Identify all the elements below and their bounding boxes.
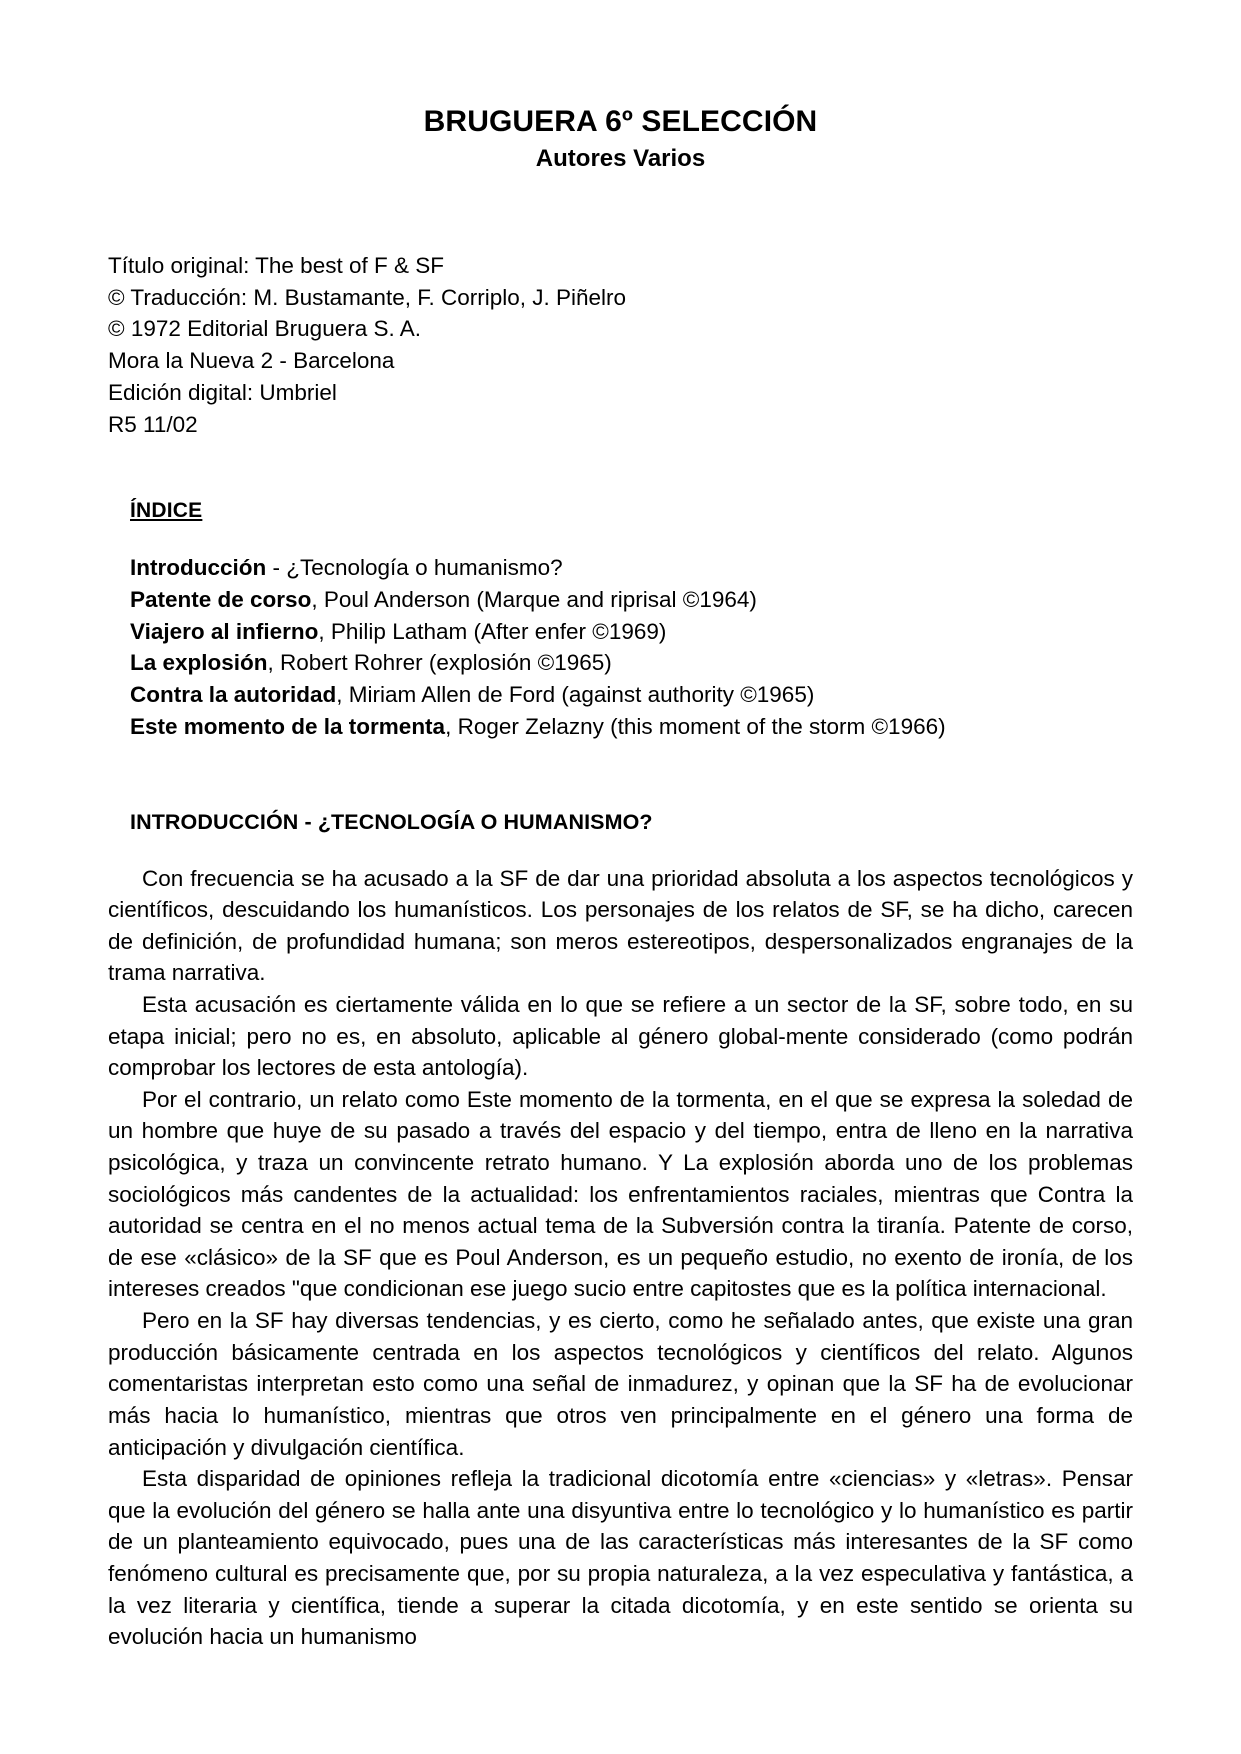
colophon-line: © 1972 Editorial Bruguera S. A. — [108, 316, 422, 342]
colophon-line: Título original: The best of F & SF — [108, 252, 444, 278]
paragraph: Con frecuencia se ha acusado a la SF de dar una prioridad absoluta a los aspectos tecnológicos y científicos, descuidando los humanísticos. Los personajes de los relatos de SF, se ha dicho, carecen de definición, de profundidad humana; son meros estereotipos, despersonalizados engranajes de la trama narrativa. — [108, 865, 1133, 986]
index-entry[interactable] — [130, 616, 1133, 648]
index-entry-title: Viajero al infierno — [130, 618, 319, 644]
index-entry-title: Este momento de la tormenta — [130, 713, 446, 739]
index-entry-title: Patente de corso — [130, 586, 312, 612]
colophon-line: Edición digital: Umbriel — [108, 380, 337, 406]
paragraph: Esta acusación es ciertamente válida en lo que se refiere a un sector de la SF, sobre todo, en su etapa inicial; pero no es, en absoluto, aplicable al género global-mente considerado (como podrán comprobar los lectores de esta antología). — [108, 991, 1133, 1081]
index-entry[interactable] — [130, 711, 1133, 743]
index-entry[interactable] — [130, 552, 1133, 584]
index-entry-detail: , Roger Zelazny (this moment of the storm ©1966) — [445, 713, 946, 739]
index-entry-title: Introducción — [130, 555, 267, 581]
colophon-line: Mora la Nueva 2 - Barcelona — [108, 348, 395, 374]
index-entry-title: La explosión — [130, 650, 268, 676]
index-entry-title: Contra la autoridad — [130, 682, 337, 708]
index-entry[interactable] — [130, 647, 1133, 679]
index-entry[interactable] — [130, 584, 1133, 616]
index-list — [130, 552, 1133, 742]
page-title: BRUGUERA 6º SELECCIÓN — [423, 105, 818, 138]
index-entry[interactable] — [130, 679, 1133, 711]
paragraph: Por el contrario, un relato como Este momento de la tormenta, en el que se expresa la soledad de un hombre que huye de su pasado a través del espacio y del tiempo, entra de lleno en la narrativa psicológica, y traza un convincente retrato humano. Y La explosión aborda uno de los problemas sociológicos más candentes de la actualidad: los enfrentamientos raciales, mientras que Contra la autoridad se centra en el no menos actual tema de la Subversión contra la tiranía. Patente de corso, de ese «clásico» de la SF que es Poul Anderson, es un pequeño estudio, no exento de ironía, de los intereses creados "que condicionan ese juego sucio entre capitostes que es la política internacional. — [108, 1086, 1133, 1302]
section-heading-introduccion: INTRODUCCIÓN - ¿TECNOLOGÍA O HUMANISMO? — [130, 809, 653, 834]
paragraph: Esta disparidad de opiniones refleja la tradicional dicotomía entre «ciencias» y «letras». Pensar que la evolución del género se halla ante una disyuntiva entre lo tecnológico y lo humanístico es partir de un planteamiento equivocado, pues una de las características más interesantes de la SF como fenómeno cultural es precisamente que, por su propia naturaleza, a la vez especulativa y fantástica, a la vez literaria y científica, tiende a superar la citada dicotomía, y en este sentido se orienta su evolución hacia un humanismo — [108, 1466, 1133, 1650]
introduction-body — [108, 863, 1133, 1653]
index-entry-detail: , Philip Latham (After enfer ©1969) — [318, 618, 667, 644]
colophon-line: R5 11/02 — [108, 412, 198, 438]
page-subtitle: Autores Varios — [535, 144, 706, 172]
index-entry-detail: , Miriam Allen de Ford (against authority ©1965) — [336, 682, 815, 708]
colophon-line: © Traducción: M. Bustamante, F. Corriplo, J. Piñelro — [108, 284, 627, 310]
index-heading: ÍNDICE — [130, 499, 203, 523]
index-entry-detail: , Poul Anderson (Marque and riprisal ©1964) — [311, 586, 757, 612]
index-entry-detail: , Robert Rohrer (explosión ©1965) — [267, 650, 612, 676]
paragraph: Pero en la SF hay diversas tendencias, y es cierto, como he señalado antes, que existe una gran producción básicamente centrada en los aspectos tecnológicos y científicos del relato. Algunos comentaristas interpretan esto como una señal de inmadurez, y opinan que la SF ha de evolucionar más hacia lo humanístico, mientras que otros ven principalmente en el género una forma de anticipación y divulgación científica. — [108, 1308, 1133, 1460]
table-of-contents — [108, 499, 1133, 742]
colophon-block — [108, 250, 1133, 442]
index-entry-detail: - ¿Tecnología o humanismo? — [266, 555, 563, 581]
